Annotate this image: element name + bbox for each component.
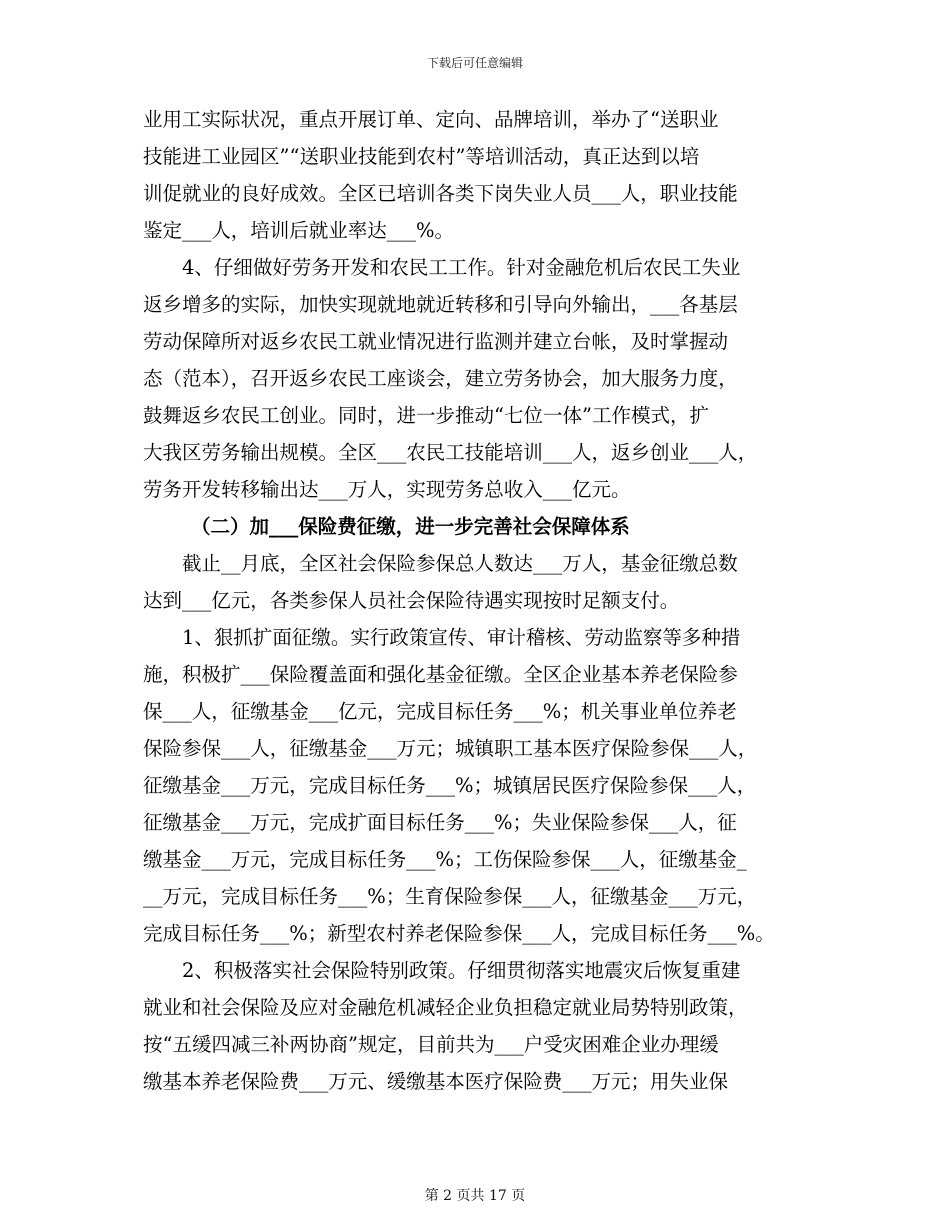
text-line: __万元，完成目标任务___%；生育保险参保___人，征缴基金___万元， xyxy=(143,885,757,908)
text-line: 训促就业的良好成效。全区已培训各类下岗失业人员___人，职业技能 xyxy=(143,182,738,205)
text-line: 完成目标任务___%；新型农村养老保险参保___人，完成目标任务___%。 xyxy=(143,922,775,945)
page-footer: 第 2 页共 17 页 xyxy=(424,1188,526,1204)
section-heading: （二）加___保险费征缴，进一步完善社会保障体系 xyxy=(191,515,630,538)
text-line: 施，积极扩___保险覆盖面和强化基金征缴。全区企业基本养老保险参 xyxy=(143,663,738,686)
text-line: 大我区劳务输出规模。全区___农民工技能培训___人，返乡创业___人， xyxy=(143,441,758,464)
text-line: 2、积极落实社会保险特别政策。仔细贯彻落实地震灾后恢复重建 xyxy=(182,959,741,982)
text-line: 缴基金___万元，完成目标任务___%；工伤保险参保___人，征缴基金_ xyxy=(143,848,747,871)
text-line: 保险参保___人，征缴基金___万元；城镇职工基本医疗保险参保___人， xyxy=(143,737,758,760)
text-line: 就业和社会保险及应对金融危机减轻企业负担稳定就业局势特别政策， xyxy=(143,996,748,1019)
text-line: 技能进工业园区”“送职业技能到农村”等培训活动，真正达到以培 xyxy=(143,145,700,168)
text-line: 保___人，征缴基金___亿元，完成目标任务___%；机关事业单位养老 xyxy=(143,700,737,723)
text-line: 鼓舞返乡农民工创业。同时，进一步推动“七位一体”工作模式，扩 xyxy=(143,404,709,427)
page-header: 下载后可任意编辑 xyxy=(426,56,523,70)
text-line: 达到___亿元，各类参保人员社会保险待遇实现按时足额支付。 xyxy=(143,589,680,612)
text-line: 劳动保障所对返乡农民工就业情况进行监测并建立台帐，及时掌握动 xyxy=(143,330,729,353)
text-line: 征缴基金___万元，完成扩面目标任务___%；失业保险参保___人，征 xyxy=(143,811,737,834)
text-line: 4、仔细做好劳务开发和农民工工作。针对金融危机后农民工失业 xyxy=(182,256,741,279)
text-line: 态（范本），召开返乡农民工座谈会，建立劳务协会，加大服务力度， xyxy=(143,367,738,390)
text-line: 业用工实际状况，重点开展订单、定向、品牌培训，举办了“送职业 xyxy=(143,108,719,131)
text-line: 截止__月底，全区社会保险参保总人数达___万人，基金征缴总数 xyxy=(182,552,738,575)
text-line: 按“五缓四减三补两协商”规定，目前共为___户受灾困难企业办理缓 xyxy=(143,1033,719,1056)
text-line: 1、狠抓扩面征缴。实行政策宣传、审计稽核、劳动监察等多种措 xyxy=(182,626,741,649)
text-line: 缴基本养老保险费___万元、缓缴基本医疗保险费___万元；用失业保 xyxy=(143,1070,729,1093)
text-line: 鉴定___人，培训后就业率达___%。 xyxy=(143,219,455,242)
text-line: 返乡增多的实际，加快实现就地就近转移和引导向外输出，___各基层 xyxy=(143,293,738,316)
text-line: 征缴基金___万元，完成目标任务___%；城镇居民医疗保险参保___人， xyxy=(143,774,757,797)
text-line: 劳务开发转移输出达___万人，实现劳务总收入___亿元。 xyxy=(143,478,631,501)
document-body xyxy=(143,101,813,1100)
